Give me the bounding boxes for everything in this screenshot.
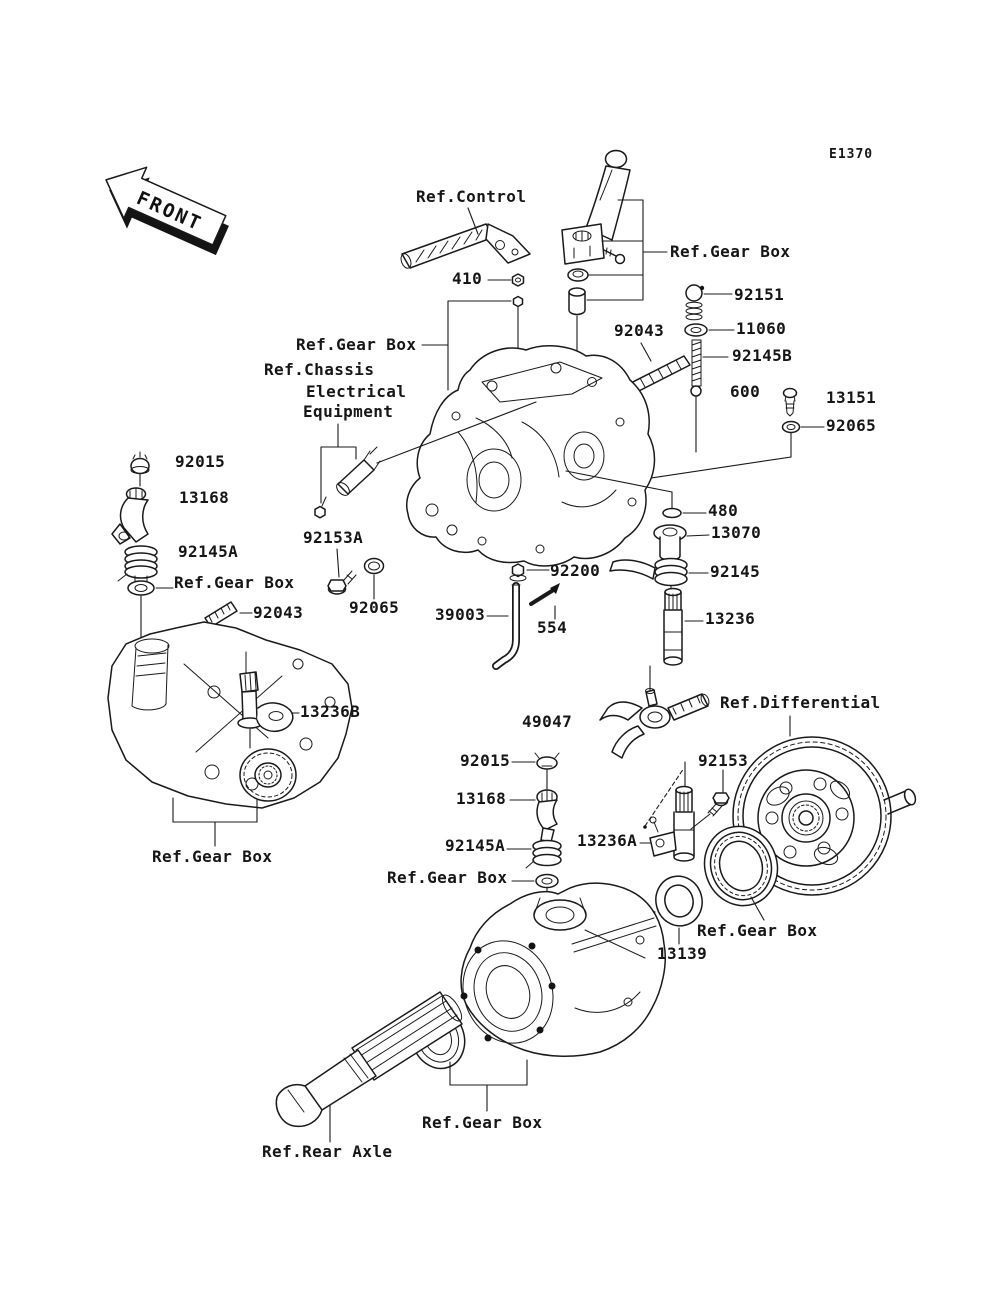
label-ref-gear-box-top: Ref.Gear Box [670, 242, 791, 261]
label-92065-right: 92065 [826, 416, 877, 435]
label-13139: 13139 [657, 944, 708, 963]
label-92200: 92200 [550, 561, 601, 580]
label-13236B: 13236B [300, 702, 361, 721]
middle-parts-column [507, 753, 561, 903]
bolt-92153 [691, 770, 729, 829]
label-ref-gear-box-right: Ref.Gear Box [697, 921, 818, 940]
label-13168-left: 13168 [179, 488, 230, 507]
label-13236A: 13236A [577, 831, 638, 850]
label-92065-center: 92065 [349, 598, 400, 617]
page-code: E1370 [829, 147, 874, 162]
label-electrical: Electrical [306, 382, 407, 401]
label-39003: 39003 [435, 605, 486, 624]
label-13236: 13236 [705, 609, 756, 628]
bottom-bracket-leader [450, 1060, 527, 1111]
label-13070: 13070 [711, 523, 762, 542]
left-parts-column [112, 452, 173, 640]
label-ref-gear-box-mid: Ref.Gear Box [387, 868, 508, 887]
label-ref-gear-box-bottom: Ref.Gear Box [422, 1113, 543, 1132]
snap-ring-480 [663, 492, 706, 518]
label-92015-left: 92015 [175, 452, 226, 471]
label-600: 600 [730, 382, 761, 401]
label-92043-center: 92043 [614, 321, 665, 340]
bolt-92153A [328, 549, 356, 594]
label-92153: 92153 [698, 751, 749, 770]
label-480: 480 [708, 501, 739, 520]
label-92015-mid: 92015 [460, 751, 511, 770]
rod-39003 [487, 585, 520, 666]
spring-92145B [692, 340, 728, 386]
label-ref-gear-box-lower-left: Ref.Gear Box [152, 847, 273, 866]
ball-600 [691, 386, 701, 452]
label-92145A-left: 92145A [178, 542, 239, 561]
label-ref-gear-box-left: Ref.Gear Box [174, 573, 295, 592]
spring-bolt-92151 [686, 285, 732, 320]
label-13151: 13151 [826, 388, 877, 407]
label-equipment: Equipment [303, 402, 394, 421]
bolt-13151 [784, 389, 797, 417]
label-92043-left: 92043 [253, 603, 304, 622]
label-554: 554 [537, 618, 568, 637]
label-ref-gear-box-upper: Ref.Gear Box [296, 335, 417, 354]
label-11060: 11060 [736, 319, 787, 338]
collar-13070 [654, 525, 709, 560]
label-92153A: 92153A [303, 528, 364, 547]
label-92145: 92145 [710, 562, 761, 581]
oring-92065-center [365, 559, 384, 600]
front-arrow [91, 154, 237, 266]
shaft-13236-drawing [664, 589, 703, 666]
label-49047: 49047 [522, 712, 573, 731]
control-rod-drawing [399, 208, 530, 270]
gasket-11060 [685, 324, 734, 336]
shift-fork-49047-drawing [600, 666, 710, 758]
lower-gearbox-housing-drawing [449, 883, 665, 1056]
label-ref-chassis: Ref.Chassis [264, 360, 375, 379]
upper-gearbox-housing-drawing [407, 346, 672, 566]
label-92145A-mid: 92145A [445, 836, 506, 855]
label-92145B: 92145B [732, 346, 793, 365]
label-92151: 92151 [734, 285, 785, 304]
front-marker-text: FRONT [133, 187, 206, 236]
label-410: 410 [452, 269, 483, 288]
label-ref-control: Ref.Control [416, 187, 527, 206]
torsion-spring-92145 [610, 559, 708, 591]
shaft-13236A-drawing [640, 762, 694, 861]
label-13168-mid: 13168 [456, 789, 507, 808]
label-ref-differential: Ref.Differential [720, 693, 881, 712]
pin-554 [531, 583, 560, 619]
label-ref-rear-axle: Ref.Rear Axle [262, 1142, 393, 1161]
